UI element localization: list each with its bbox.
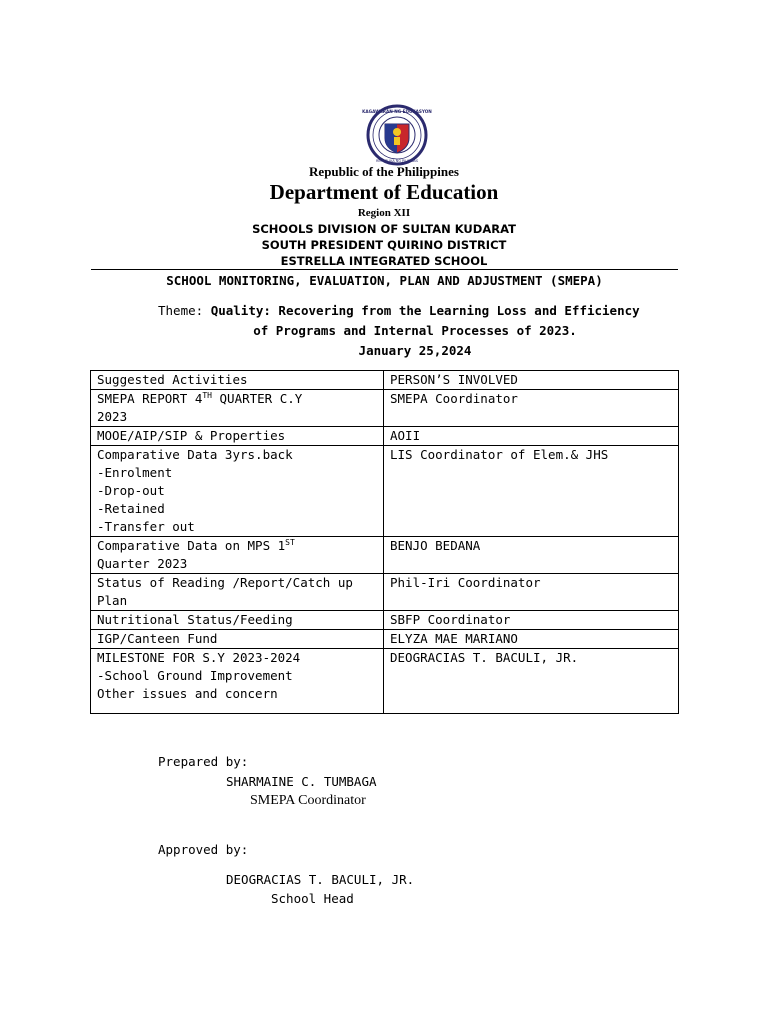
approved-by-label: Approved by: — [158, 842, 249, 857]
prepared-by-name: SHARMAINE C. TUMBAGA — [226, 774, 377, 789]
region-heading: Region XII — [357, 207, 411, 219]
document-title: SCHOOL MONITORING, EVALUATION, PLAN AND ADJUSTMENT (SMEPA) — [166, 273, 603, 288]
svg-text:REPUBLIKA NG PILIPINAS: REPUBLIKA NG PILIPINAS — [375, 159, 419, 163]
activity-cell: MOOE/AIP/SIP & Properties — [91, 427, 384, 446]
approved-by-name: DEOGRACIAS T. BACULI, JR. — [226, 872, 415, 887]
svg-text:KAGAWARAN NG EDUKASYON: KAGAWARAN NG EDUKASYON — [362, 109, 432, 114]
district-heading: SOUTH PRESIDENT QUIRINO DISTRICT — [261, 238, 507, 252]
prepared-by-label: Prepared by: — [158, 754, 249, 769]
theme-label: Theme: — [158, 303, 204, 318]
activity-cell: Comparative Data on MPS 1ST Quarter 2023 — [91, 537, 384, 574]
deped-seal-logo — [361, 104, 433, 166]
table-row — [91, 611, 679, 630]
person-cell: LIS Coordinator of Elem.& JHS — [384, 446, 679, 537]
activity-cell: Comparative Data 3yrs.back -Enrolment -Drop-out -Retained -Transfer out — [91, 446, 384, 537]
person-cell: Phil-Iri Coordinator — [384, 574, 679, 611]
person-cell: AOII — [384, 427, 679, 446]
school-heading: ESTRELLA INTEGRATED SCHOOL — [280, 254, 488, 268]
document-date: January 25,2024 — [358, 343, 472, 358]
table-row — [91, 630, 679, 649]
header-divider — [91, 269, 678, 270]
division-heading: SCHOOLS DIVISION OF SULTAN KUDARAT — [252, 222, 516, 236]
column-header-activities: Suggested Activities — [91, 371, 384, 390]
person-cell: SMEPA Coordinator — [384, 390, 679, 427]
activity-cell: Status of Reading /Report/Catch up Plan — [91, 574, 384, 611]
activity-cell: MILESTONE FOR S.Y 2023-2024 -School Ground Improvement Other issues and concern — [91, 649, 384, 714]
column-header-persons: PERSON’S INVOLVED — [384, 371, 679, 390]
person-cell: BENJO BEDANA — [384, 537, 679, 574]
activity-cell: Nutritional Status/Feeding — [91, 611, 384, 630]
person-cell: DEOGRACIAS T. BACULI, JR. — [384, 649, 679, 714]
theme-text-line1: Quality: Recovering from the Learning Loss and Efficiency — [210, 303, 640, 318]
table-row — [91, 427, 679, 446]
department-heading: Department of Education — [269, 180, 499, 204]
table-header-row — [91, 371, 679, 390]
person-cell: ELYZA MAE MARIANO — [384, 630, 679, 649]
theme-text-line2: of Programs and Internal Processes of 2023. — [253, 323, 577, 338]
table-row — [91, 537, 679, 574]
activity-cell: IGP/Canteen Fund — [91, 630, 384, 649]
person-cell: SBFP Coordinator — [384, 611, 679, 630]
activity-cell: SMEPA REPORT 4TH QUARTER C.Y 2023 — [91, 390, 384, 427]
table-row — [91, 574, 679, 611]
table-row — [91, 649, 679, 714]
table-row — [91, 390, 679, 427]
republic-heading: Republic of the Philippines — [309, 164, 459, 179]
prepared-by-title: SMEPA Coordinator — [250, 793, 366, 808]
table-row — [91, 446, 679, 537]
activities-table — [90, 370, 679, 714]
approved-by-title: School Head — [271, 891, 354, 906]
theme-line — [158, 303, 640, 318]
